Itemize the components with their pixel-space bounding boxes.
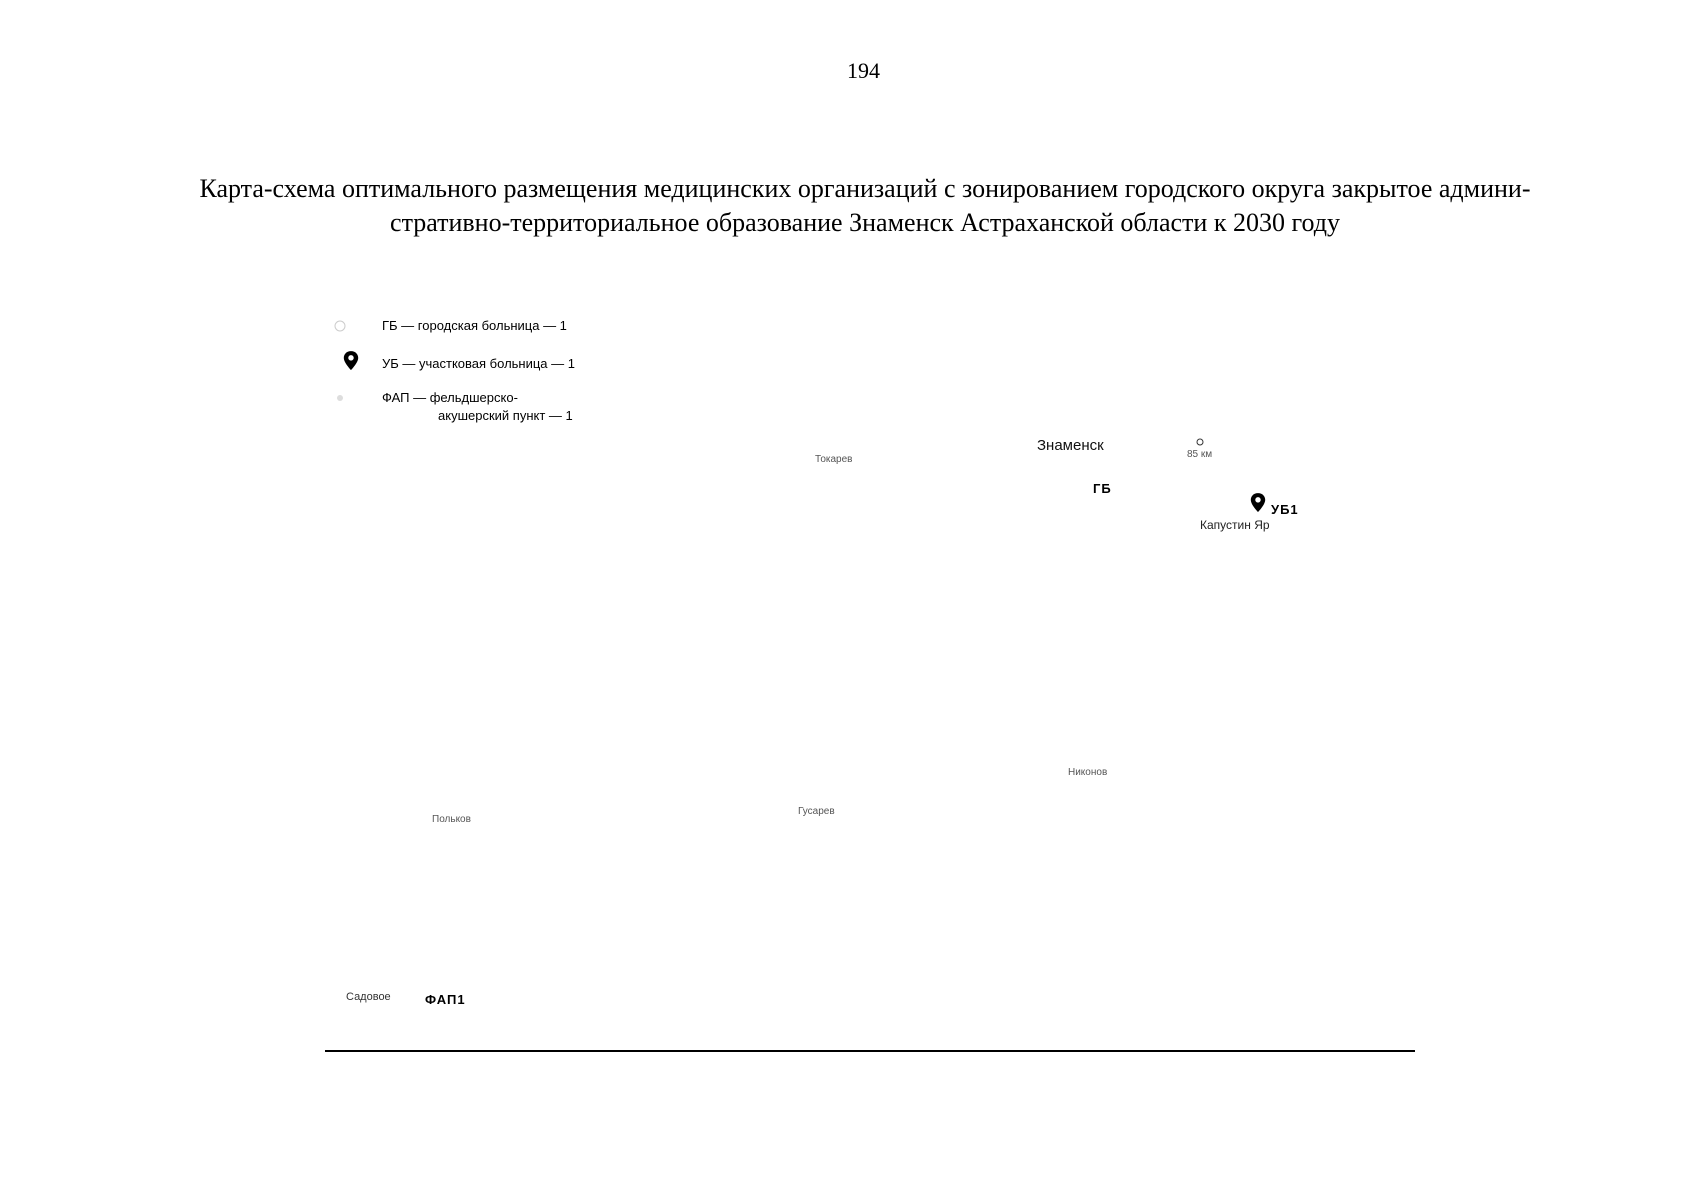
place-polkov: Польков [432, 814, 471, 825]
map-pin-icon [342, 350, 360, 372]
map [300, 260, 1410, 1060]
map-pin-icon [1249, 491, 1267, 515]
legend-label-fap-2: акушерский пункт — 1 [438, 408, 573, 423]
marker-label-gb: ГБ [1093, 481, 1112, 496]
hospital-icon [330, 316, 350, 336]
place-tokarev: Токарев [815, 454, 853, 465]
legend-label-gb: ГБ — городская больница — 1 [382, 318, 567, 333]
title-line-1: Карта-схема оптимального размещения медицинских организаций с зонированием городского округа закрытое админи- [199, 174, 1531, 203]
legend-label-fap-1: ФАП — фельдшерско- [382, 390, 518, 405]
first-aid-icon [330, 388, 350, 408]
marker-label-ub1: УБ1 [1271, 502, 1299, 517]
place-znamensk: Знаменск [1037, 437, 1104, 454]
place-nikonoe: Никонов [1068, 767, 1108, 778]
place-sadovoe: Садовое [346, 991, 391, 1003]
distance-label: 85 км [1187, 449, 1213, 460]
map-bottom-border [325, 1050, 1415, 1052]
page-title [110, 172, 1620, 240]
title-line-2: стративно-территориальное образование Знаменск Астраханской области к 2030 году [390, 208, 1340, 237]
page-number: 194 [847, 58, 880, 83]
settlement-point-icon [1195, 437, 1205, 447]
marker-label-fap1: ФАП1 [425, 992, 466, 1007]
legend-label-ub: УБ — участковая больница — 1 [382, 356, 575, 371]
place-gusarev: Гусарев [798, 806, 835, 817]
place-kapustin-yar: Капустин Яр [1200, 518, 1270, 532]
